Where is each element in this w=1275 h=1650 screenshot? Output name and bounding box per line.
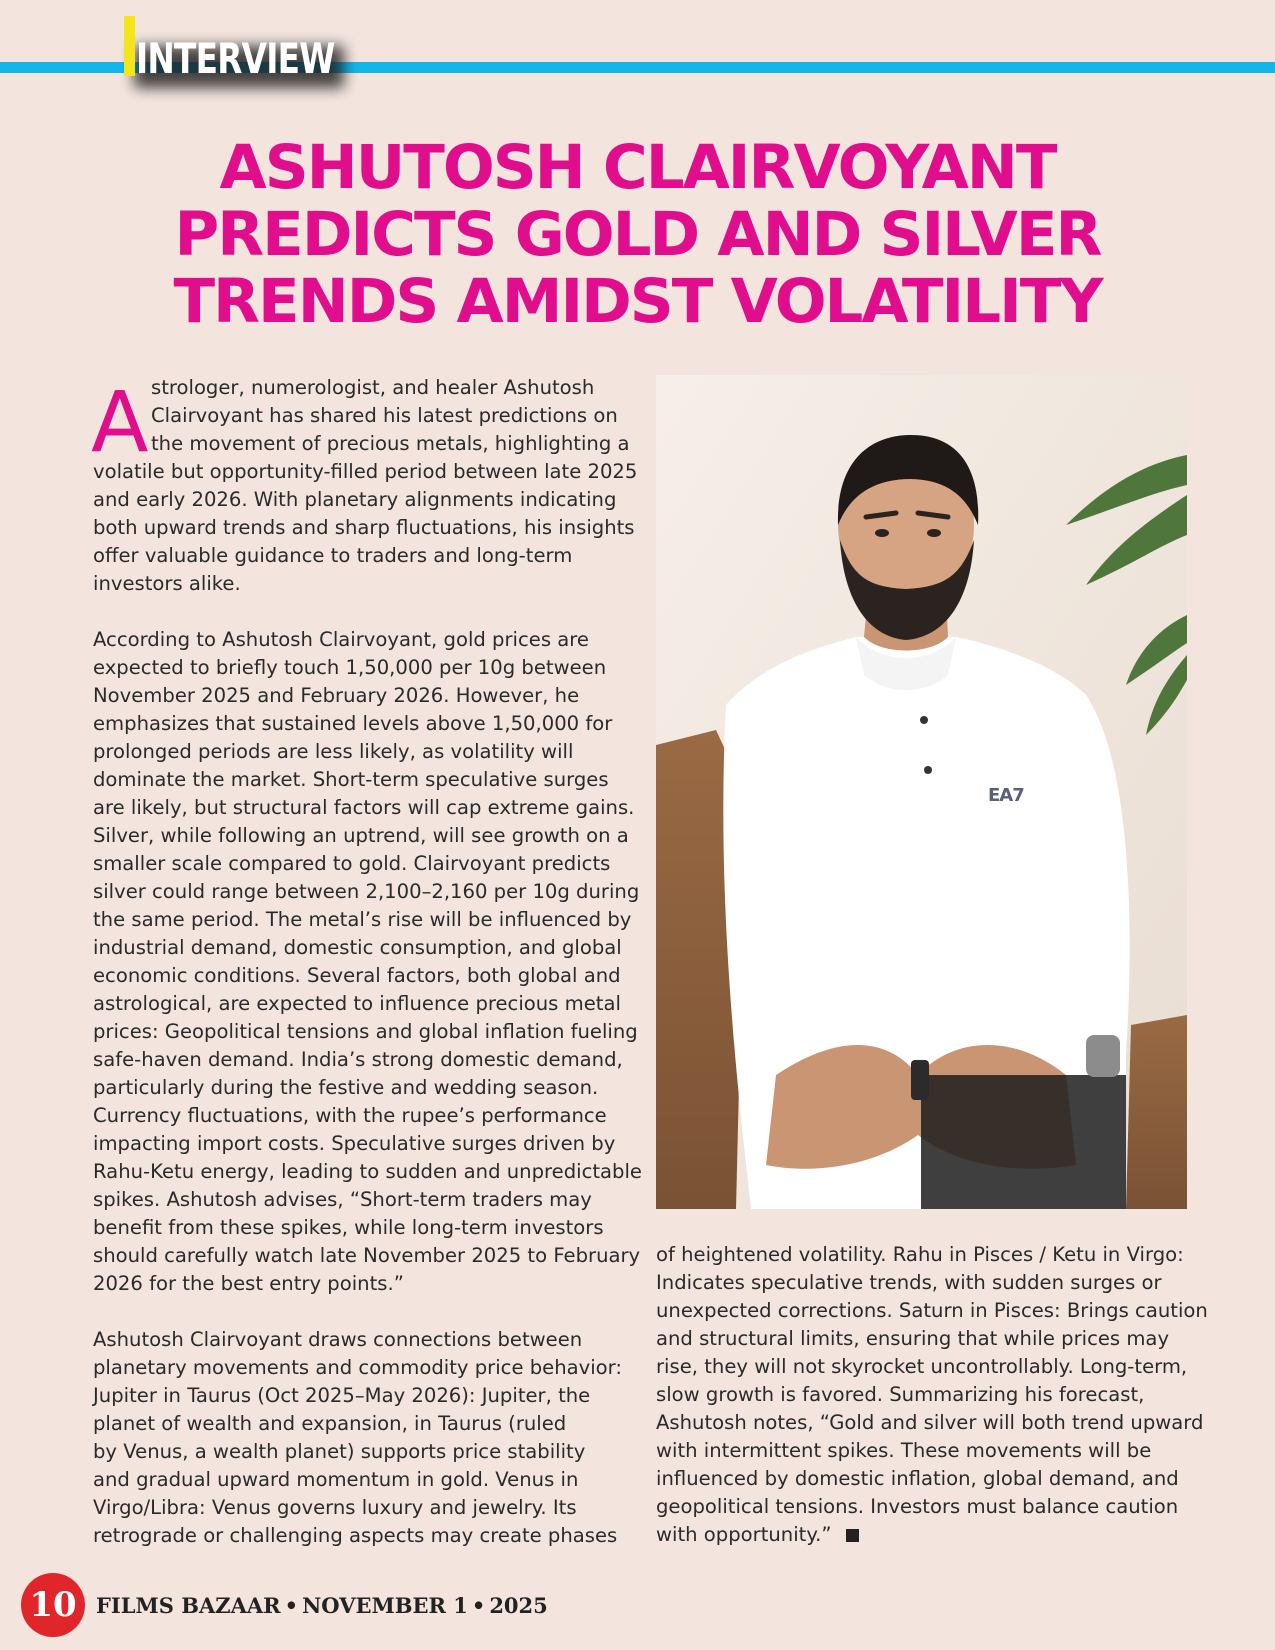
article-line: According to Ashutosh Clairvoyant, gold prices are	[93, 628, 589, 651]
article-line: Silver, while following an uptrend, will see growth on a	[93, 824, 629, 847]
article-line: with opportunity.”	[656, 1523, 832, 1546]
article-line: offer valuable guidance to traders and long-term	[93, 544, 573, 567]
article-line: expected to briefly touch 1,50,000 per 10g between	[93, 656, 607, 679]
article-line: Clairvoyant has shared his latest predictions on	[151, 404, 618, 427]
article-right-column	[656, 1241, 1208, 1549]
section-tag-rest: NTERVIEW	[147, 34, 335, 83]
article-line: emphasizes that sustained levels above 1,50,000 for	[93, 712, 613, 735]
article-line: unexpected corrections. Saturn in Pisces: Brings caution	[656, 1299, 1208, 1322]
article-line: November 2025 and February 2026. However, he	[93, 684, 580, 707]
headline-line: PREDICTS GOLD AND SILVER	[174, 199, 1101, 270]
portrait-illustration	[656, 375, 1187, 1209]
article-line: and structural limits, ensuring that while prices may	[656, 1327, 1170, 1350]
section-tag-initial-bar	[124, 16, 135, 76]
article-line: investors alike.	[93, 572, 241, 595]
article-line: by Venus, a wealth planet) supports price stability	[93, 1440, 586, 1463]
footer-bullet: •	[471, 1593, 486, 1618]
drop-cap: A	[91, 373, 149, 471]
article-line: safe-haven demand. India’s strong domestic demand,	[93, 1048, 623, 1071]
paragraph-gap	[93, 598, 623, 626]
article-line: strologer, numerologist, and healer Ashutosh	[151, 376, 595, 399]
article-line: industrial demand, domestic consumption, and global	[93, 936, 622, 959]
article-line: should carefully watch late November 2025 to February	[93, 1244, 641, 1267]
section-tag-initial: I	[136, 34, 148, 83]
article-line: benefit from these spikes, while long-term investors	[93, 1216, 604, 1239]
article-line: planetary movements and commodity price behavior:	[93, 1356, 622, 1379]
article-line: astrological, are expected to influence precious metal	[93, 992, 621, 1015]
article-line: the movement of precious metals, highlighting a	[151, 432, 630, 455]
shirt-logo: EA7	[988, 785, 1024, 806]
article-line: volatile but opportunity-filled period between late 2025	[93, 460, 638, 483]
article-line: slow growth is favored. Summarizing his forecast,	[656, 1383, 1145, 1406]
article-line: with intermittent spikes. These movements will be	[656, 1439, 1152, 1462]
article-line: silver could range between 2,100–2,160 per 10g during	[93, 880, 640, 903]
article-line: Jupiter in Taurus (Oct 2025–May 2026): Jupiter, the	[93, 1384, 591, 1407]
article-line: of heightened volatility. Rahu in Pisces / Ketu in Virgo:	[656, 1243, 1184, 1266]
article-line: Ashutosh Clairvoyant draws connections between	[93, 1328, 583, 1351]
article-line: impacting import costs. Speculative surges driven by	[93, 1132, 616, 1155]
footer-bullet: •	[284, 1593, 299, 1618]
article-line: 2026 for the best entry points.”	[93, 1272, 404, 1295]
article-line: Virgo/Libra: Venus governs luxury and jewelry. Its	[93, 1496, 577, 1519]
article-line: influenced by domestic inflation, global demand, and	[656, 1467, 1179, 1490]
headline	[150, 134, 1125, 335]
headline-line: ASHUTOSH CLAIRVOYANT	[219, 132, 1056, 203]
article-line: retrograde or challenging aspects may create phases	[93, 1524, 618, 1547]
article-line: particularly during the festive and wedding season.	[93, 1076, 599, 1099]
article-line: Currency fluctuations, with the rupee’s performance	[93, 1104, 607, 1127]
article-line: spikes. Ashutosh advises, “Short-term traders may	[93, 1188, 592, 1211]
page-number-badge: 10	[21, 1573, 85, 1637]
article-line: both upward trends and sharp fluctuations, his insights	[93, 516, 635, 539]
article-line: planet of wealth and expansion, in Taurus (ruled	[93, 1412, 567, 1435]
section-tag-label	[136, 34, 335, 83]
article-line: prices: Geopolitical tensions and global inflation fueling	[93, 1020, 638, 1043]
footer-issue-date: NOVEMBER 1	[302, 1593, 468, 1618]
article-line: dominate the market. Short-term speculative surges	[93, 768, 609, 791]
footer-year: 2025	[489, 1593, 548, 1618]
article-line: rise, they will not skyrocket uncontrollably. Long-term,	[656, 1355, 1188, 1378]
headline-line: TRENDS AMIDST VOLATILITY	[173, 266, 1102, 337]
end-of-article-mark	[846, 1529, 859, 1542]
footer-publication: FILMS BAZAAR	[96, 1593, 281, 1618]
paragraph-gap	[93, 1298, 623, 1326]
article-line: are likely, but structural factors will cap extreme gains.	[93, 796, 635, 819]
article-left-column	[91, 373, 642, 1550]
article-line: and gradual upward momentum in gold. Venus in	[93, 1468, 579, 1491]
article-line: economic conditions. Several factors, both global and	[93, 964, 621, 987]
article-line: Indicates speculative trends, with sudden surges or	[656, 1271, 1162, 1294]
footer-publication-line	[96, 1593, 548, 1618]
article-line: prolonged periods are less likely, as volatility will	[93, 740, 574, 763]
portrait-photo	[656, 375, 1187, 1209]
article-line: the same period. The metal’s rise will be influenced by	[93, 908, 632, 931]
article-line: Rahu-Ketu energy, leading to sudden and unpredictable	[93, 1160, 642, 1183]
article-line: geopolitical tensions. Investors must balance caution	[656, 1495, 1179, 1518]
article-line: and early 2026. With planetary alignments indicating	[93, 488, 617, 511]
article-line: smaller scale compared to gold. Clairvoyant predicts	[93, 852, 611, 875]
article-line: Ashutosh notes, “Gold and silver will both trend upward	[656, 1411, 1204, 1434]
